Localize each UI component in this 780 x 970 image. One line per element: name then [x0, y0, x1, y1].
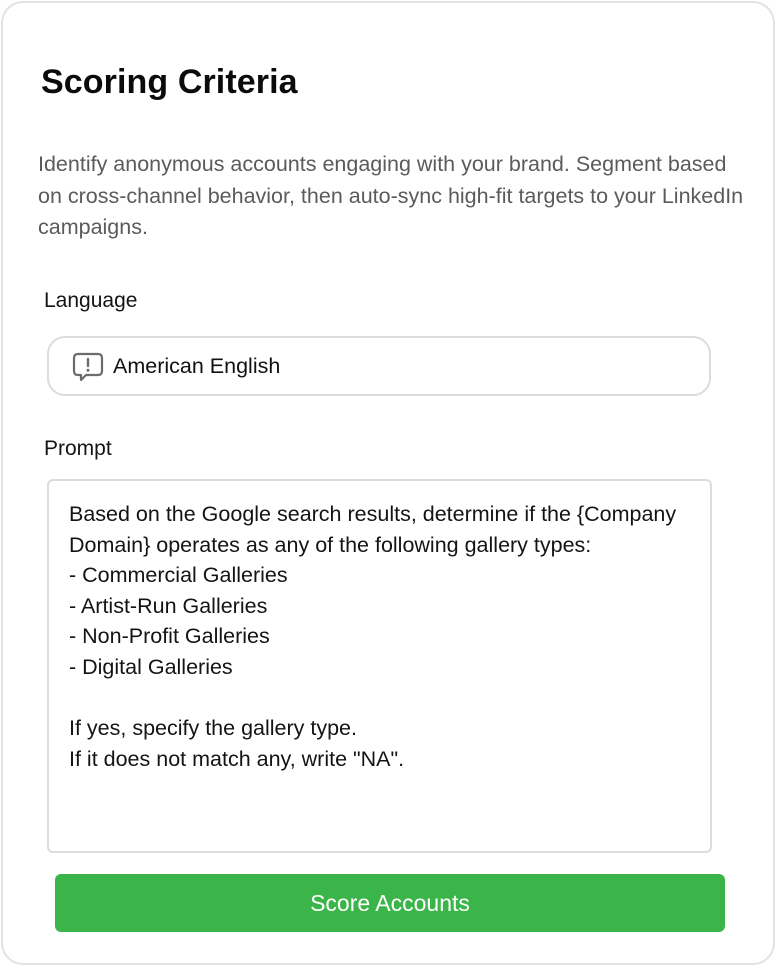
- prompt-textarea[interactable]: [47, 479, 712, 853]
- prompt-label: Prompt: [44, 437, 112, 460]
- speech-bubble-exclamation-icon: [71, 350, 105, 384]
- language-select[interactable]: [47, 336, 711, 396]
- description-text: Identify anonymous accounts engaging with your brand. Segment based on cross-channel behavior, then auto-sync high-fit targets to your LinkedIn campaigns.: [38, 152, 744, 239]
- score-accounts-button[interactable]: Score Accounts: [55, 874, 725, 932]
- page-title: Scoring Criteria: [41, 63, 298, 101]
- language-value: American English: [113, 354, 281, 378]
- scoring-criteria-card: [1, 1, 775, 965]
- language-label: Language: [44, 289, 138, 312]
